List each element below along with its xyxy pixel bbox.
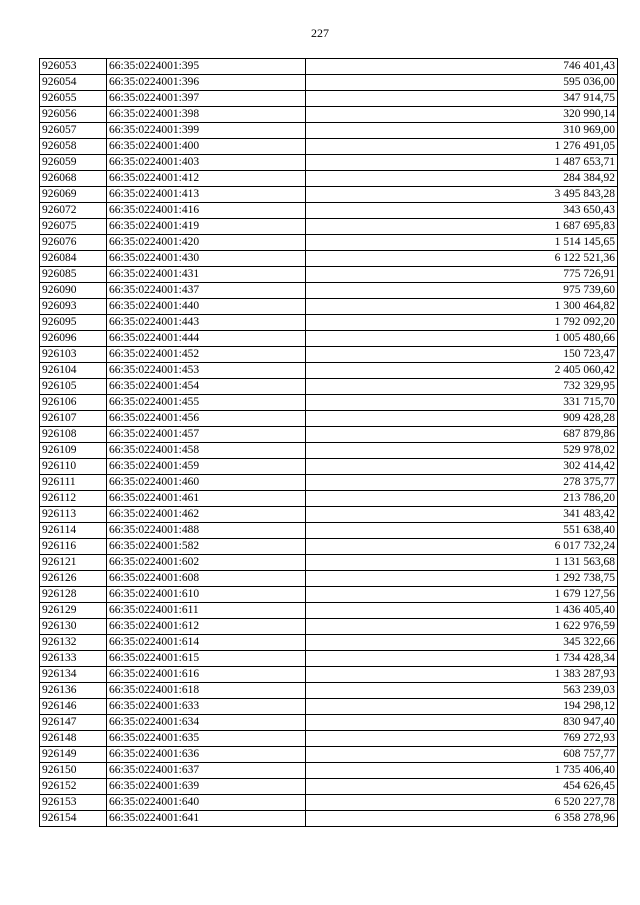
- row-number-cell: 926103: [40, 347, 107, 363]
- table-row: [40, 459, 618, 475]
- row-number-cell: 926105: [40, 379, 107, 395]
- cadastral-number-cell: 66:35:0224001:615: [107, 651, 306, 667]
- cadastral-number-cell: 66:35:0224001:611: [107, 603, 306, 619]
- table-row: [40, 699, 618, 715]
- value-cell: 1 383 287,93: [306, 667, 618, 683]
- row-number-cell: 926132: [40, 635, 107, 651]
- table-row: [40, 331, 618, 347]
- cadastral-number-cell: 66:35:0224001:397: [107, 91, 306, 107]
- table-row: [40, 651, 618, 667]
- row-number-cell: 926085: [40, 267, 107, 283]
- value-cell: 6 358 278,96: [306, 811, 618, 827]
- value-cell: 529 978,02: [306, 443, 618, 459]
- row-number-cell: 926126: [40, 571, 107, 587]
- row-number-cell: 926053: [40, 59, 107, 75]
- row-number-cell: 926113: [40, 507, 107, 523]
- row-number-cell: 926069: [40, 187, 107, 203]
- table-row: [40, 443, 618, 459]
- row-number-cell: 926107: [40, 411, 107, 427]
- row-number-cell: 926095: [40, 315, 107, 331]
- table-row: [40, 155, 618, 171]
- row-number-cell: 926147: [40, 715, 107, 731]
- value-cell: 1 792 092,20: [306, 315, 618, 331]
- table-row: [40, 731, 618, 747]
- cadastral-number-cell: 66:35:0224001:443: [107, 315, 306, 331]
- cadastral-number-cell: 66:35:0224001:633: [107, 699, 306, 715]
- table-row: [40, 811, 618, 827]
- value-cell: 732 329,95: [306, 379, 618, 395]
- value-cell: 278 375,77: [306, 475, 618, 491]
- row-number-cell: 926104: [40, 363, 107, 379]
- value-cell: 563 239,03: [306, 683, 618, 699]
- row-number-cell: 926134: [40, 667, 107, 683]
- cadastral-number-cell: 66:35:0224001:413: [107, 187, 306, 203]
- table-row: [40, 251, 618, 267]
- row-number-cell: 926114: [40, 523, 107, 539]
- cadastral-number-cell: 66:35:0224001:455: [107, 395, 306, 411]
- table-row: [40, 539, 618, 555]
- value-cell: 6 520 227,78: [306, 795, 618, 811]
- table-row: [40, 235, 618, 251]
- row-number-cell: 926111: [40, 475, 107, 491]
- table-row: [40, 475, 618, 491]
- cadastral-number-cell: 66:35:0224001:488: [107, 523, 306, 539]
- table-row: [40, 219, 618, 235]
- table-row: [40, 315, 618, 331]
- table-row: [40, 267, 618, 283]
- row-number-cell: 926109: [40, 443, 107, 459]
- cadastral-number-cell: 66:35:0224001:395: [107, 59, 306, 75]
- cadastral-number-cell: 66:35:0224001:460: [107, 475, 306, 491]
- row-number-cell: 926152: [40, 779, 107, 795]
- registry-table: [39, 58, 618, 827]
- cadastral-number-cell: 66:35:0224001:399: [107, 123, 306, 139]
- value-cell: 341 483,42: [306, 507, 618, 523]
- table-row: [40, 795, 618, 811]
- value-cell: 975 739,60: [306, 283, 618, 299]
- value-cell: 1 679 127,56: [306, 587, 618, 603]
- cadastral-number-cell: 66:35:0224001:462: [107, 507, 306, 523]
- table-row: [40, 347, 618, 363]
- table-row: [40, 747, 618, 763]
- cadastral-number-cell: 66:35:0224001:416: [107, 203, 306, 219]
- value-cell: 1 131 563,68: [306, 555, 618, 571]
- table-row: [40, 779, 618, 795]
- table-row: [40, 123, 618, 139]
- row-number-cell: 926136: [40, 683, 107, 699]
- registry-table-body: [40, 59, 618, 827]
- value-cell: 320 990,14: [306, 107, 618, 123]
- row-number-cell: 926130: [40, 619, 107, 635]
- value-cell: 347 914,75: [306, 91, 618, 107]
- value-cell: 1 734 428,34: [306, 651, 618, 667]
- cadastral-number-cell: 66:35:0224001:641: [107, 811, 306, 827]
- row-number-cell: 926154: [40, 811, 107, 827]
- cadastral-number-cell: 66:35:0224001:412: [107, 171, 306, 187]
- table-row: [40, 59, 618, 75]
- table-row: [40, 507, 618, 523]
- table-row: [40, 203, 618, 219]
- cadastral-number-cell: 66:35:0224001:419: [107, 219, 306, 235]
- table-row: [40, 603, 618, 619]
- cadastral-number-cell: 66:35:0224001:459: [107, 459, 306, 475]
- table-row: [40, 139, 618, 155]
- cadastral-number-cell: 66:35:0224001:610: [107, 587, 306, 603]
- value-cell: 6 017 732,24: [306, 539, 618, 555]
- value-cell: 6 122 521,36: [306, 251, 618, 267]
- row-number-cell: 926150: [40, 763, 107, 779]
- table-row: [40, 635, 618, 651]
- value-cell: 769 272,93: [306, 731, 618, 747]
- row-number-cell: 926153: [40, 795, 107, 811]
- value-cell: 284 384,92: [306, 171, 618, 187]
- cadastral-number-cell: 66:35:0224001:403: [107, 155, 306, 171]
- cadastral-number-cell: 66:35:0224001:612: [107, 619, 306, 635]
- cadastral-number-cell: 66:35:0224001:458: [107, 443, 306, 459]
- table-row: [40, 363, 618, 379]
- table-row: [40, 187, 618, 203]
- value-cell: 775 726,91: [306, 267, 618, 283]
- row-number-cell: 926084: [40, 251, 107, 267]
- row-number-cell: 926148: [40, 731, 107, 747]
- cadastral-number-cell: 66:35:0224001:636: [107, 747, 306, 763]
- cadastral-number-cell: 66:35:0224001:440: [107, 299, 306, 315]
- row-number-cell: 926116: [40, 539, 107, 555]
- cadastral-number-cell: 66:35:0224001:637: [107, 763, 306, 779]
- value-cell: 1 622 976,59: [306, 619, 618, 635]
- cadastral-number-cell: 66:35:0224001:453: [107, 363, 306, 379]
- value-cell: 150 723,47: [306, 347, 618, 363]
- table-row: [40, 571, 618, 587]
- value-cell: 1 300 464,82: [306, 299, 618, 315]
- cadastral-number-cell: 66:35:0224001:420: [107, 235, 306, 251]
- cadastral-number-cell: 66:35:0224001:602: [107, 555, 306, 571]
- row-number-cell: 926129: [40, 603, 107, 619]
- value-cell: 1 687 695,83: [306, 219, 618, 235]
- table-row: [40, 395, 618, 411]
- value-cell: 746 401,43: [306, 59, 618, 75]
- table-row: [40, 171, 618, 187]
- cadastral-number-cell: 66:35:0224001:452: [107, 347, 306, 363]
- row-number-cell: 926128: [40, 587, 107, 603]
- value-cell: 1 436 405,40: [306, 603, 618, 619]
- table-row: [40, 667, 618, 683]
- table-row: [40, 491, 618, 507]
- value-cell: 345 322,66: [306, 635, 618, 651]
- table-row: [40, 683, 618, 699]
- row-number-cell: 926059: [40, 155, 107, 171]
- row-number-cell: 926133: [40, 651, 107, 667]
- row-number-cell: 926106: [40, 395, 107, 411]
- value-cell: 454 626,45: [306, 779, 618, 795]
- row-number-cell: 926093: [40, 299, 107, 315]
- value-cell: 1 276 491,05: [306, 139, 618, 155]
- row-number-cell: 926096: [40, 331, 107, 347]
- cadastral-number-cell: 66:35:0224001:461: [107, 491, 306, 507]
- value-cell: 3 495 843,28: [306, 187, 618, 203]
- cadastral-number-cell: 66:35:0224001:444: [107, 331, 306, 347]
- value-cell: 687 879,86: [306, 427, 618, 443]
- row-number-cell: 926055: [40, 91, 107, 107]
- table-row: [40, 523, 618, 539]
- cadastral-number-cell: 66:35:0224001:457: [107, 427, 306, 443]
- table-row: [40, 555, 618, 571]
- cadastral-number-cell: 66:35:0224001:431: [107, 267, 306, 283]
- value-cell: 343 650,43: [306, 203, 618, 219]
- cadastral-number-cell: 66:35:0224001:400: [107, 139, 306, 155]
- value-cell: 2 405 060,42: [306, 363, 618, 379]
- cadastral-number-cell: 66:35:0224001:640: [107, 795, 306, 811]
- value-cell: 551 638,40: [306, 523, 618, 539]
- table-row: [40, 587, 618, 603]
- row-number-cell: 926108: [40, 427, 107, 443]
- row-number-cell: 926072: [40, 203, 107, 219]
- cadastral-number-cell: 66:35:0224001:608: [107, 571, 306, 587]
- cadastral-number-cell: 66:35:0224001:635: [107, 731, 306, 747]
- row-number-cell: 926058: [40, 139, 107, 155]
- value-cell: 213 786,20: [306, 491, 618, 507]
- value-cell: 830 947,40: [306, 715, 618, 731]
- row-number-cell: 926149: [40, 747, 107, 763]
- row-number-cell: 926121: [40, 555, 107, 571]
- table-row: [40, 107, 618, 123]
- row-number-cell: 926057: [40, 123, 107, 139]
- cadastral-number-cell: 66:35:0224001:456: [107, 411, 306, 427]
- table-row: [40, 715, 618, 731]
- row-number-cell: 926054: [40, 75, 107, 91]
- table-row: [40, 91, 618, 107]
- value-cell: 608 757,77: [306, 747, 618, 763]
- row-number-cell: 926056: [40, 107, 107, 123]
- cadastral-number-cell: 66:35:0224001:430: [107, 251, 306, 267]
- value-cell: 909 428,28: [306, 411, 618, 427]
- row-number-cell: 926110: [40, 459, 107, 475]
- value-cell: 194 298,12: [306, 699, 618, 715]
- table-row: [40, 283, 618, 299]
- cadastral-number-cell: 66:35:0224001:398: [107, 107, 306, 123]
- row-number-cell: 926112: [40, 491, 107, 507]
- table-row: [40, 75, 618, 91]
- cadastral-number-cell: 66:35:0224001:396: [107, 75, 306, 91]
- cadastral-number-cell: 66:35:0224001:639: [107, 779, 306, 795]
- cadastral-number-cell: 66:35:0224001:614: [107, 635, 306, 651]
- row-number-cell: 926090: [40, 283, 107, 299]
- table-row: [40, 411, 618, 427]
- cadastral-number-cell: 66:35:0224001:582: [107, 539, 306, 555]
- value-cell: 310 969,00: [306, 123, 618, 139]
- table-row: [40, 427, 618, 443]
- table-row: [40, 299, 618, 315]
- value-cell: 1 487 653,71: [306, 155, 618, 171]
- page-number: 227: [311, 26, 329, 40]
- table-row: [40, 379, 618, 395]
- value-cell: 1 514 145,65: [306, 235, 618, 251]
- row-number-cell: 926068: [40, 171, 107, 187]
- table-row: [40, 619, 618, 635]
- row-number-cell: 926146: [40, 699, 107, 715]
- cadastral-number-cell: 66:35:0224001:634: [107, 715, 306, 731]
- cadastral-number-cell: 66:35:0224001:618: [107, 683, 306, 699]
- cadastral-number-cell: 66:35:0224001:616: [107, 667, 306, 683]
- value-cell: 1 735 406,40: [306, 763, 618, 779]
- row-number-cell: 926075: [40, 219, 107, 235]
- value-cell: 331 715,70: [306, 395, 618, 411]
- value-cell: 1 292 738,75: [306, 571, 618, 587]
- value-cell: 302 414,42: [306, 459, 618, 475]
- table-row: [40, 763, 618, 779]
- cadastral-number-cell: 66:35:0224001:437: [107, 283, 306, 299]
- cadastral-number-cell: 66:35:0224001:454: [107, 379, 306, 395]
- value-cell: 1 005 480,66: [306, 331, 618, 347]
- row-number-cell: 926076: [40, 235, 107, 251]
- value-cell: 595 036,00: [306, 75, 618, 91]
